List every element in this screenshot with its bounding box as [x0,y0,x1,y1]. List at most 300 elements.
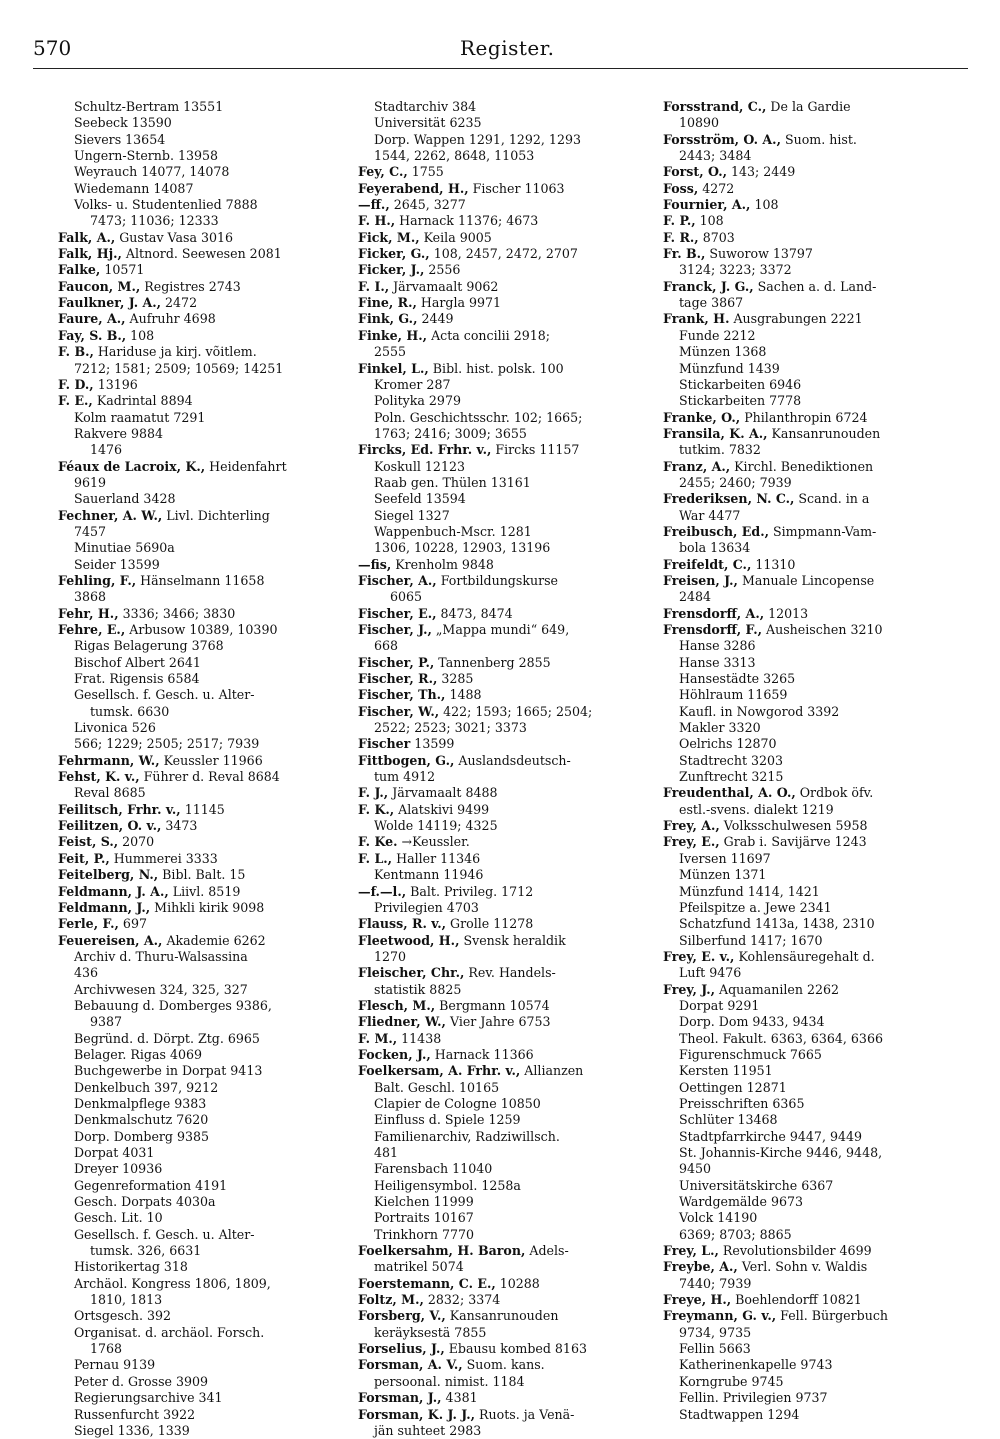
index-entry-line [58,1325,343,1341]
entry-text: Livl. Dichterling [162,507,270,523]
entry-text: Seebeck 13590 [74,115,172,131]
entry-text: Polityka 2979 [374,393,461,409]
index-entry-line [663,1080,948,1096]
entry-text: Bebauung d. Domberges 9386, [74,997,272,1013]
index-entry-line [663,1063,948,1079]
entry-author: Fircks, Ed. Frhr. v., [358,442,492,458]
index-entry-line [58,295,343,311]
index-entry-line [58,802,343,818]
entry-author: Feist, S., [58,834,119,850]
entry-text: Peter d. Grosse 3909 [74,1373,209,1389]
index-entry-line [358,295,643,311]
index-entry-line [663,1374,948,1390]
index-entry-line [58,213,343,229]
index-entry-line [663,573,948,589]
index-entry-line [358,426,643,442]
index-entry-line [358,1390,643,1406]
index-entry-line [663,1308,948,1324]
entry-text: Buchgewerbe in Dorpat 9413 [74,1063,263,1079]
entry-text: 2484 [679,589,712,605]
entry-author: Forsström, O. A., [663,131,781,147]
entry-author: Finke, H., [358,327,428,343]
index-entry-line [358,1194,643,1210]
entry-text: „Mappa mundi“ 649, [431,622,570,637]
entry-text: Einfluss d. Spiele 1259 [374,1112,521,1128]
index-entry-line [358,1080,643,1096]
index-entry-line [663,769,948,785]
entry-text: Allianzen [520,1063,584,1079]
entry-text: 13599 [410,736,455,752]
index-entry-line [58,638,343,654]
entry-text: 108 [750,197,779,213]
entry-author: Fr. B., [663,246,706,262]
entry-text: Pernau 9139 [74,1357,156,1373]
index-entry-line [663,262,948,278]
entry-text: 3124; 3223; 3372 [679,262,792,278]
index-entry-line [358,361,643,377]
index-entry-line [663,99,948,115]
index-entry-line [58,311,343,327]
entry-text: Ausheischen 3210 [762,622,883,637]
entry-author: —ff., [358,197,390,213]
entry-text: Münzfund 1414, 1421 [679,883,820,899]
index-entry-line [358,1145,643,1161]
entry-text: tage 3867 [679,295,744,311]
entry-author: Foerstemann, C. E., [358,1275,496,1291]
entry-text: 2443; 3484 [679,148,752,164]
entry-author: Feit, P., [58,850,110,866]
index-entry-line [58,1407,343,1423]
entry-text: Stadtpfarrkirche 9447, 9449 [679,1128,862,1144]
entry-text: 1270 [374,948,407,964]
index-entry-line [663,246,948,262]
entry-text: Rigas Belagerung 3768 [74,638,224,654]
index-entry-line [58,720,343,736]
entry-text: Alatskivi 9499 [394,801,490,817]
index-entry-line [358,916,643,932]
index-entry-line [663,361,948,377]
index-entry-line [58,622,343,638]
index-entry-line [58,1014,343,1030]
entry-author: Fehre, E., [58,622,126,637]
index-entry-line [358,99,643,115]
index-entry-line [58,965,343,981]
entry-text: Grolle 11278 [446,916,534,932]
entry-author: Frey, E. v., [663,948,735,964]
index-entry-line [663,900,948,916]
index-entry-line [358,867,643,883]
entry-text: Altnord. Seewesen 2081 [121,246,282,262]
entry-text: Adels- [525,1243,569,1259]
entry-text: 2472 [161,295,198,311]
entry-text: War 4477 [679,507,741,523]
entry-text: Schultz-Bertram 13551 [74,99,224,114]
entry-text: Schlüter 13468 [679,1112,778,1128]
entry-text: Iversen 11697 [679,850,771,866]
entry-author: Fey, C., [358,164,408,180]
entry-text: Registres 2743 [140,278,241,294]
index-entry-line [58,1210,343,1226]
index-entry-line [663,181,948,197]
entry-text: Münzen 1368 [679,344,767,360]
entry-author: Frensdorff, F., [663,622,763,637]
entry-author: Feilitzen, O. v., [58,818,162,834]
index-entry-line [358,1407,643,1423]
entry-author: —fis, [358,556,392,572]
entry-author: Féaux de Lacroix, K., [58,458,206,474]
index-entry-line [58,916,343,932]
index-entry-line [58,834,343,850]
index-entry-line [663,164,948,180]
index-entry-line [58,1112,343,1128]
index-entry-line [358,213,643,229]
index-entry-line [58,246,343,262]
index-entry-line [58,148,343,164]
index-entry-line [358,1210,643,1226]
index-entry-line [358,328,643,344]
entry-text: Russenfurcht 3922 [74,1406,196,1422]
entry-author: Freibusch, Ed., [663,523,769,539]
index-entry-line [663,1357,948,1373]
entry-text: 3336; 3466; 3830 [118,605,236,621]
entry-text: Scand. in a [794,491,870,507]
entry-author: Fransila, K. A., [663,425,768,441]
entry-text: 8473, 8474 [436,605,513,621]
index-entry-line [58,900,343,916]
entry-author: Frey, J., [663,981,715,997]
entry-text: Dreyer 10936 [74,1161,163,1177]
entry-text: Fircks 11157 [491,442,580,458]
index-entry-line [663,1178,948,1194]
index-entry-line [358,1423,643,1439]
entry-text: Kansanrunouden [445,1308,559,1324]
index-entry-line [58,262,343,278]
index-entry-line [663,442,948,458]
entry-author: Freudenthal, A. O., [663,785,796,801]
entry-text: Zunftrecht 3215 [679,769,784,785]
entry-text: Bischof Albert 2641 [74,654,201,670]
entry-text: 3868 [74,589,107,605]
entry-text: Gustav Vasa 3016 [115,229,234,245]
entry-text: Fell. Bürgerbuch [776,1308,888,1324]
entry-text: Fellin. Privilegien 9737 [679,1390,828,1406]
page-title: Register. [460,36,555,60]
entry-author: Fischer, W., [358,703,440,719]
entry-author: F. L., [358,850,393,866]
index-entry-line [358,508,643,524]
entry-text: Suom. kans. [462,1357,545,1373]
index-entry-line [58,508,343,524]
index-entry-line [58,328,343,344]
entry-author: F. H., [358,213,396,229]
entry-text: Stadtwappen 1294 [679,1406,800,1422]
index-entry-line [358,197,643,213]
entry-text: St. Johannis-Kirche 9446, 9448, [679,1145,883,1160]
index-entry-line [663,785,948,801]
index-entry-line [58,655,343,671]
index-entry-line [58,540,343,556]
entry-text: Archivwesen 324, 325, 327 [74,981,248,997]
index-entry-line [58,704,343,720]
entry-author: Fischer, Th., [358,687,446,703]
entry-author: Feyerabend, H., [358,180,469,196]
entry-text: Belager. Rigas 4069 [74,1046,202,1062]
entry-text: Makler 3320 [679,720,761,736]
entry-text: 1763; 2416; 3009; 3655 [374,425,527,441]
index-entry-line [358,410,643,426]
entry-text: 668 [374,638,399,654]
entry-text: Bibl. Balt. 15 [158,867,246,883]
entry-author: Fleetwood, H., [358,932,460,948]
entry-text: 9619 [74,474,107,490]
entry-author: Freymann, G. v., [663,1308,777,1324]
entry-text: Familienarchiv, Radziwillsch. [374,1128,560,1144]
index-entry-line [663,1292,948,1308]
entry-text: Wiedemann 14087 [74,180,194,196]
index-entry-line [663,311,948,327]
entry-author: Faucon, M., [58,278,141,294]
entry-text: 1488 [445,687,482,703]
index-entry-line [358,982,643,998]
index-entry-line [663,344,948,360]
entry-author: Focken, J., [358,1046,431,1062]
entry-text: Hariduse ja kirj. võitlem. [93,344,257,360]
index-entry-line [663,475,948,491]
entry-text: 1810, 1813 [90,1292,163,1308]
entry-text: Tannenberg 2855 [434,654,551,670]
index-entry-line [358,115,643,131]
entry-author: Frensdorff, A., [663,605,765,621]
entry-text: 1476 [90,442,123,458]
entry-text: 108, 2457, 2472, 2707 [429,246,578,262]
index-entry-line [58,1423,343,1439]
index-entry-line [358,671,643,687]
index-entry-line [663,1194,948,1210]
entry-text: Acta concilii 2918; [427,327,550,343]
index-entry-line [58,1194,343,1210]
index-entry-line [358,622,643,638]
entry-text: 1306, 10228, 12903, 13196 [374,540,551,556]
index-entry-line [58,1178,343,1194]
entry-text: Oelrichs 12870 [679,736,777,752]
index-entry-line [663,557,948,573]
entry-text: Hummerei 3333 [109,850,218,866]
entry-text: Hanse 3286 [679,638,756,654]
index-entry-line [58,393,343,409]
index-entry-line [663,410,948,426]
entry-text: Heiligensymbol. 1258a [374,1177,521,1193]
index-entry-line [358,1178,643,1194]
entry-text: Harnack 11366 [430,1046,534,1062]
entry-text: Theol. Fakult. 6363, 6364, 6366 [679,1030,883,1046]
entry-text: Kielchen 11999 [374,1194,474,1210]
entry-text: matrikel 5074 [374,1259,464,1275]
entry-author: Franck, J. G., [663,278,754,294]
entry-text: Figurenschmuck 7665 [679,1046,822,1062]
index-entry-line [58,377,343,393]
entry-author: Franke, O., [663,409,741,425]
index-entry-line [663,1031,948,1047]
entry-author: Fischer [358,736,411,752]
index-entry-line [358,524,643,540]
entry-author: Fischer, P., [358,654,435,670]
entry-author: Frank, H. [663,311,730,327]
index-entry-line [358,851,643,867]
index-entry-line [358,377,643,393]
index-entry-line [663,802,948,818]
entry-text: 2645, 3277 [389,197,466,213]
entry-text: Fellin 5663 [679,1341,751,1357]
entry-text: Wardgemälde 9673 [679,1194,803,1210]
index-column-2 [358,99,643,1439]
entry-author: F. M., [358,1030,398,1046]
index-entry-line [358,230,643,246]
entry-text: Balt. Geschl. 10165 [374,1079,500,1095]
entry-text: Kromer 287 [374,376,451,392]
entry-text: Farensbach 11040 [374,1161,493,1177]
index-entry-line [358,802,643,818]
entry-text: Luft 9476 [679,965,742,981]
index-entry-line [358,1031,643,1047]
entry-author: Freisen, J., [663,572,738,588]
entry-author: Foltz, M., [358,1292,424,1308]
entry-text: Bibl. hist. polsk. 100 [428,360,564,376]
index-entry-line [663,1145,948,1161]
entry-text: De la Gardie [766,99,851,114]
entry-text: 2556 [424,262,461,278]
index-entry-line [663,1407,948,1423]
index-entry-line [663,671,948,687]
entry-text: Preisschriften 6365 [679,1095,805,1111]
entry-author: F. K., [358,801,395,817]
index-entry-line [663,687,948,703]
entry-text: tumsk. 6630 [90,703,170,719]
entry-text: 2070 [118,834,155,850]
index-entry-line [58,279,343,295]
entry-author: F. J., [358,785,389,801]
entry-text: Seefeld 13594 [374,491,466,507]
entry-text: Stadtarchiv 384 [374,99,477,114]
entry-text: Archäol. Kongress 1806, 1809, [74,1275,271,1291]
entry-author: F. R., [663,229,699,245]
entry-text: Führer d. Reval 8684 [139,769,280,785]
entry-author: Falk, A., [58,229,116,245]
entry-text: Koskull 12123 [374,458,465,474]
entry-text: 7457 [74,523,107,539]
entry-text: 11145 [180,801,225,817]
index-entry-line [358,475,643,491]
entry-text: 4381 [441,1390,478,1406]
entry-text: Ortsgesch. 392 [74,1308,172,1324]
entry-author: Flesch, M., [358,997,436,1013]
index-entry-line [663,197,948,213]
index-entry-line [358,132,643,148]
index-entry-line [358,1227,643,1243]
entry-text: Ordbok öfv. [795,785,874,801]
index-entry-line [358,279,643,295]
index-entry-line [663,393,948,409]
index-entry-line [358,557,643,573]
entry-text: 143; 2449 [726,164,796,180]
entry-text: Grab i. Savijärve 1243 [719,834,867,850]
entry-text: 2832; 3374 [423,1292,501,1308]
entry-text: Ruots. ja Venä- [475,1406,575,1422]
index-entry-line [58,1374,343,1390]
entry-text: tutkim. 7832 [679,442,761,458]
entry-text: Archiv d. Thuru-Walsassina [74,948,248,964]
entry-text: 10890 [679,115,720,131]
entry-text: Katherinenkapelle 9743 [679,1357,833,1373]
index-entry-line [358,949,643,965]
entry-text: Kohlensäuregehalt d. [734,948,875,964]
entry-author: Freifeldt, C., [663,556,752,572]
index-entry-line [358,181,643,197]
index-entry-line [663,998,948,1014]
index-entry-line [358,785,643,801]
entry-text: Stickarbeiten 7778 [679,393,802,409]
index-entry-line [663,540,948,556]
index-entry-line [58,475,343,491]
entry-text: jän suhteet 2983 [374,1422,482,1438]
index-entry-line [358,1112,643,1128]
index-entry-line [663,933,948,949]
index-entry-line [58,1243,343,1259]
index-entry-line [358,1161,643,1177]
entry-text: Volck 14190 [679,1210,758,1226]
index-entry-line [663,867,948,883]
entry-text: Wolde 14119; 4325 [374,818,498,834]
entry-author: Fay, S. B., [58,327,127,343]
entry-text: Kersten 11951 [679,1063,773,1079]
index-entry-line [663,508,948,524]
index-entry-line [58,1341,343,1357]
entry-text: Reval 8685 [74,785,146,801]
entry-author: F. D., [58,376,94,392]
index-entry-line [663,606,948,622]
entry-text: 9734, 9735 [679,1324,752,1340]
entry-text: 6369; 8703; 8865 [679,1226,792,1242]
index-entry-line [358,900,643,916]
index-entry-line [663,279,948,295]
index-entry-line [58,1047,343,1063]
entry-text: Dorp. Dom 9433, 9434 [679,1014,825,1030]
entry-text: Auslandsdeutsch- [454,752,571,768]
entry-text: Siegel 1327 [374,507,450,523]
entry-text: 2555 [374,344,407,360]
entry-text: 9450 [679,1161,712,1177]
entry-text: 11438 [397,1030,442,1046]
entry-text: Ebausu kombed 8163 [444,1341,587,1357]
index-entry-line [358,589,643,605]
entry-text: keräyksestä 7855 [374,1324,487,1340]
index-entry-line [358,884,643,900]
index-entry-line [58,851,343,867]
index-entry-line [58,606,343,622]
entry-author: Feitelberg, N., [58,867,159,883]
entry-author: Freybe, A., [663,1259,738,1275]
entry-text: Frat. Rigensis 6584 [74,671,200,687]
entry-text: Pfeilspitze a. Jewe 2341 [679,899,832,915]
index-entry-line [358,1063,643,1079]
entry-author: Forsman, J., [358,1390,442,1406]
index-entry-line [663,851,948,867]
entry-text: Bergmann 10574 [435,997,550,1013]
index-entry-line [58,230,343,246]
entry-author: Faulkner, J. A., [58,295,162,311]
entry-text: Portraits 10167 [374,1210,474,1226]
entry-text: Kadrintal 8894 [92,393,193,409]
entry-text: Wappenbuch-Mscr. 1281 [374,523,532,539]
